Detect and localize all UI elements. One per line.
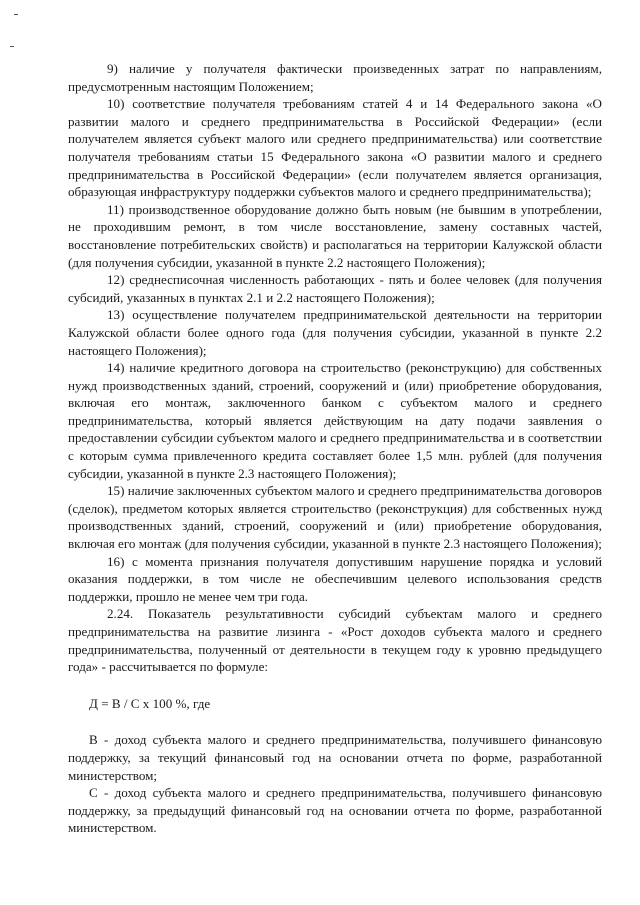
paragraph-item-15: 15) наличие заключенных субъектом малого и среднего предпринимательства договоров (сделок), предметом которых является строительство (реконструкция) для собственных нужд производственных зданий, строений, сооружений и (или) приобретение оборудования, включая его монтаж (для получения субсидии, указанной в пункте 2.3 настоящего Положения); xyxy=(68,483,602,552)
scan-artifact-mark xyxy=(10,46,14,47)
paragraph-item-11: 11) производственное оборудование должно быть новым (не бывшим в употреблении, не проходившим ремонт, в том числе восстановление, замену составных частей, восстановление потребительских свойств) и располагаться на территории Калужской области (для получения субсидии, указанной в пункте 2.2 настоящего Положения); xyxy=(68,201,602,270)
paragraph-item-12: 12) среднесписочная численность работающих - пять и более человек (для получения субсидий, указанных в пунктах 2.1 и 2.2 настоящего Положения); xyxy=(68,272,602,305)
paragraph-section-2-24: 2.24. Показатель результативности субсидий субъектам малого и среднего предпринимательства на развитие лизинга - «Рост доходов субъекта малого и среднего предпринимательства, полученный от деятельности в текущем году к уровню предыдущего года» - рассчитывается по формуле: xyxy=(68,606,602,675)
definition-c: С - доход субъекта малого и среднего предпринимательства, получившего финансовую поддержку, за предыдущий финансовый год на основании отчета по форме, разработанной министерством. xyxy=(68,785,602,836)
definition-b: В - доход субъекта малого и среднего предпринимательства, получившего финансовую поддержку, за текущий финансовый год на основании отчета по форме, разработанной министерством; xyxy=(68,732,602,783)
scan-artifact-mark xyxy=(14,14,18,15)
paragraph-item-14: 14) наличие кредитного договора на строительство (реконструкцию) для собственных нужд производственных зданий, строений, сооружений и (или) приобретение оборудования, включая его монтаж, заключенного банком с субъектом малого и среднего предпринимательства, который является действующим на дату подачи заявления о предоставлении субсидии субъектом малого и среднего предпринимательства и в соответствии с которым сумма привлеченного кредита составляет более 1,5 млн. рублей (для получения субсидии, указанной в пункте 2.3 настоящего Положения); xyxy=(68,360,602,481)
document-body xyxy=(68,60,602,837)
paragraph-item-10: 10) соответствие получателя требованиям статей 4 и 14 Федерального закона «О развитии малого и среднего предпринимательства в Российской Федерации» (если получателем является субъект малого или среднего предпринимательства) или соответствие получателя требованиям статьи 15 Федерального закона «О развитии малого и среднего предпринимательства в Российской Федерации» (если получателем является организация, образующая инфраструктуру поддержки субъектов малого и среднего предпринимательства); xyxy=(68,96,602,200)
paragraph-item-13: 13) осуществление получателем предпринимательской деятельности на территории Калужской области более одного года (для получения субсидии, указанной в пункте 2.2 настоящего Положения); xyxy=(68,307,602,358)
formula-line: Д = В / С х 100 %, где xyxy=(89,695,211,711)
paragraph-item-16: 16) с момента признания получателя допустившим нарушение порядка и условий оказания поддержки, в том числе не обеспечившим целевого использования средств поддержки, прошло не менее чем три года. xyxy=(68,553,602,604)
paragraph-item-9: 9) наличие у получателя фактически произведенных затрат по направлениям, предусмотренным настоящим Положением; xyxy=(68,61,602,94)
